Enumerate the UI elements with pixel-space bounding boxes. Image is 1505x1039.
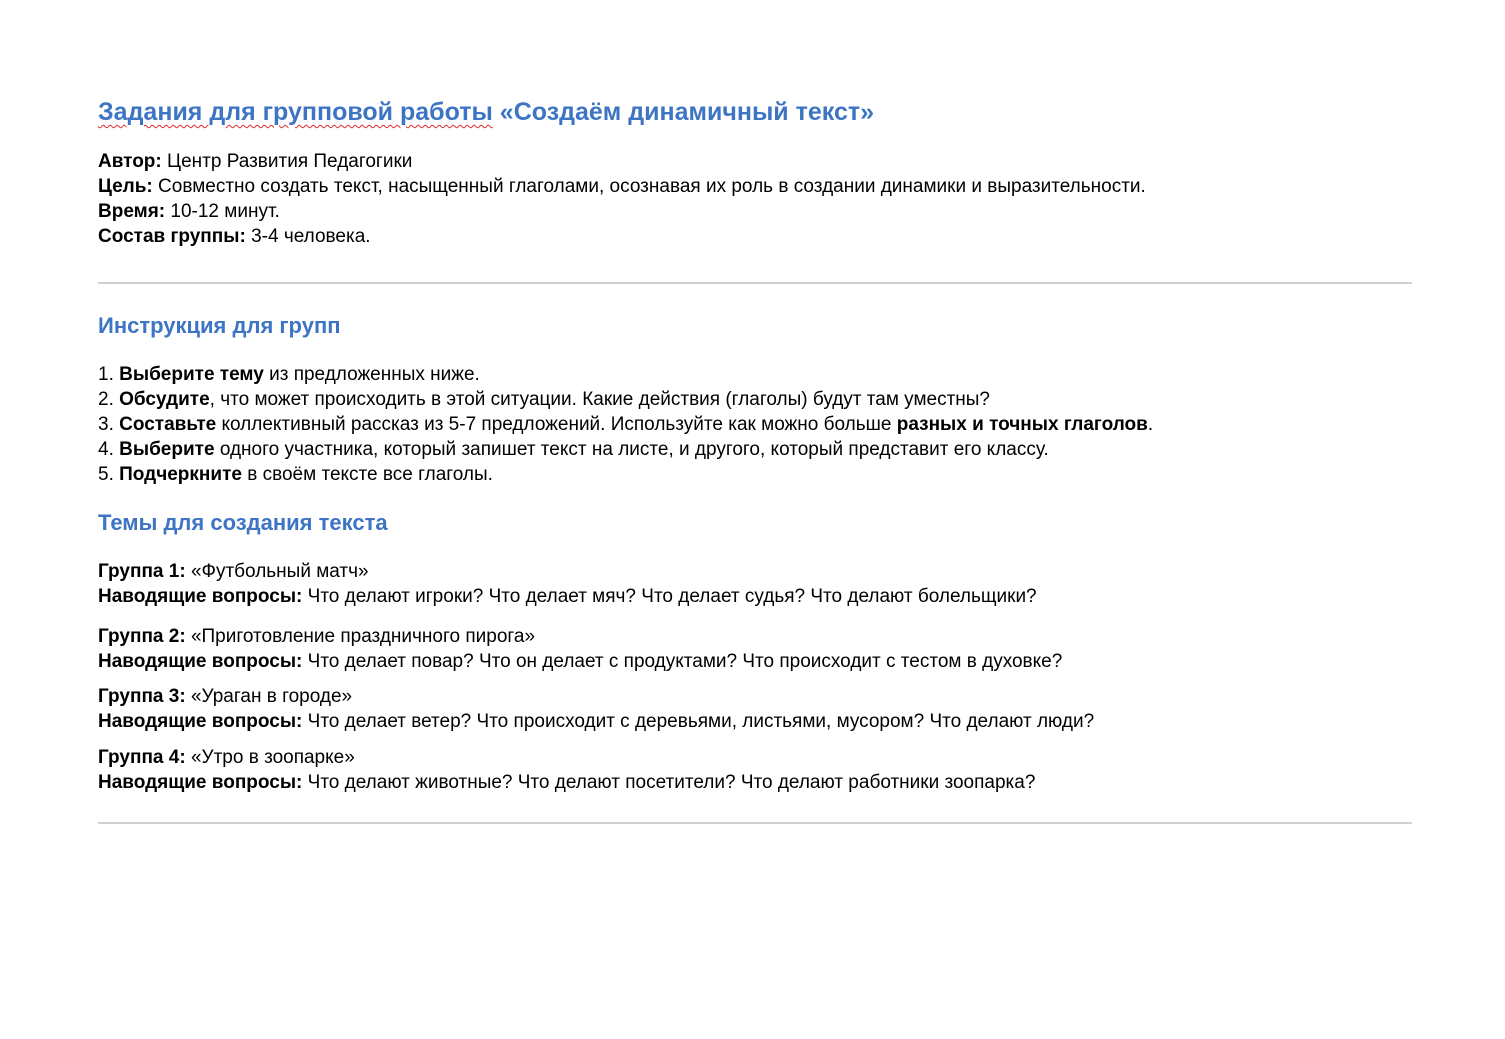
step-number: 1. — [98, 364, 120, 385]
meta-group-size-value: 3-4 человека. — [245, 226, 371, 247]
group-label: Группа 1: — [98, 561, 186, 582]
document-title-part1: Задания для групповой работы — [98, 98, 493, 126]
meta-goal — [98, 174, 1146, 199]
meta-time — [98, 199, 1146, 224]
group-questions: Что делает повар? Что он делает с продуктами? Что происходит с тестом в духовке? — [302, 651, 1063, 672]
meta-author-value: Центр Развития Педагогики — [161, 151, 413, 172]
step-text: одного участника, который запишет текст на листе, и другого, который представит его классу. — [214, 439, 1049, 460]
questions-label: Наводящие вопросы: — [98, 772, 303, 793]
group-label: Группа 4: — [98, 747, 186, 768]
topic-group — [98, 624, 1062, 674]
meta-author — [98, 149, 1146, 174]
group-topic: «Утро в зоопарке» — [185, 747, 355, 768]
step-emphasis: разных и точных глаголов — [896, 414, 1148, 435]
step-keyword: Выберите тему — [119, 364, 264, 385]
step-text: в своём тексте все глаголы. — [241, 464, 493, 485]
step-text: из предложенных ниже. — [263, 364, 480, 385]
meta-time-value: 10-12 минут. — [165, 201, 280, 222]
questions-label: Наводящие вопросы: — [98, 711, 303, 732]
topic-title-line — [98, 745, 1035, 770]
meta-goal-label: Цель: — [98, 176, 153, 197]
meta-time-label: Время: — [98, 201, 166, 222]
group-label: Группа 2: — [98, 626, 186, 647]
instruction-step — [98, 387, 1153, 412]
document-title — [98, 96, 874, 128]
instruction-step — [98, 462, 1153, 487]
step-text: коллективный рассказ из 5-7 предложений. Используйте как можно больше — [216, 414, 897, 435]
horizontal-divider — [98, 822, 1412, 824]
step-end: . — [1147, 414, 1154, 435]
questions-label: Наводящие вопросы: — [98, 586, 303, 607]
step-number: 5. — [98, 464, 120, 485]
meta-group-size — [98, 224, 1146, 249]
step-keyword: Выберите — [119, 439, 215, 460]
meta-goal-value: Совместно создать текст, насыщенный глаголами, осознавая их роль в создании динамики и выразительности. — [152, 176, 1146, 197]
step-keyword: Составьте — [119, 414, 217, 435]
group-questions: Что делают животные? Что делают посетители? Что делают работники зоопарка? — [302, 772, 1036, 793]
step-keyword: Подчеркните — [119, 464, 242, 485]
instructions-list — [98, 362, 1153, 487]
instructions-heading: Инструкция для групп — [98, 313, 341, 338]
step-keyword: Обсудите — [119, 389, 210, 410]
topic-group — [98, 559, 1037, 609]
topic-questions-line — [98, 649, 1062, 674]
questions-label: Наводящие вопросы: — [98, 651, 303, 672]
topic-questions-line — [98, 770, 1035, 795]
topics-heading: Темы для создания текста — [98, 510, 388, 535]
step-number: 2. — [98, 389, 120, 410]
topic-group — [98, 745, 1035, 795]
horizontal-divider — [98, 282, 1412, 284]
group-label: Группа 3: — [98, 686, 186, 707]
instruction-step — [98, 362, 1153, 387]
topic-title-line — [98, 684, 1094, 709]
document-meta — [98, 149, 1146, 249]
topic-questions-line — [98, 709, 1094, 734]
group-questions: Что делает ветер? Что происходит с деревьями, листьями, мусором? Что делают люди? — [302, 711, 1095, 732]
group-questions: Что делают игроки? Что делает мяч? Что делает судья? Что делают болельщики? — [302, 586, 1037, 607]
topic-title-line — [98, 624, 1062, 649]
topic-group — [98, 684, 1094, 734]
instruction-step — [98, 412, 1153, 437]
meta-author-label: Автор: — [98, 151, 162, 172]
meta-group-size-label: Состав группы: — [98, 226, 246, 247]
step-number: 4. — [98, 439, 120, 460]
group-topic: «Ураган в городе» — [185, 686, 353, 707]
step-number: 3. — [98, 414, 120, 435]
topic-questions-line — [98, 584, 1037, 609]
topic-title-line — [98, 559, 1037, 584]
group-topic: «Футбольный матч» — [185, 561, 369, 582]
step-text: , что может происходить в этой ситуации. Какие действия (глаголы) будут там уместны? — [209, 389, 990, 410]
instruction-step — [98, 437, 1153, 462]
document-title-part2: «Создаём динамичный текст» — [492, 98, 874, 126]
group-topic: «Приготовление праздничного пирога» — [185, 626, 536, 647]
